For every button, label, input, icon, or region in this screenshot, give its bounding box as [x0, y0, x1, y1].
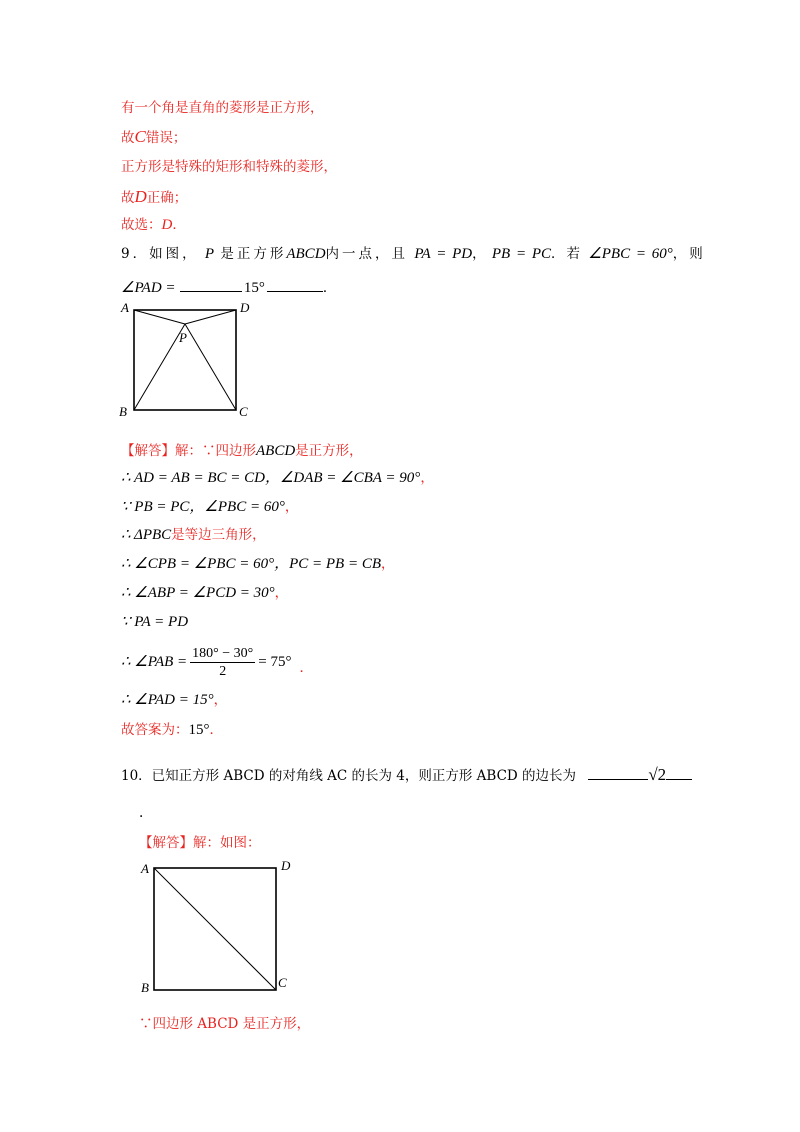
math-angle-pad: ∠PAD =	[121, 280, 176, 296]
solution-text: 解：∵四边形	[175, 443, 256, 459]
math-angle-pbc: ∠PBC = 60°	[588, 246, 673, 262]
solution-text: 是等边三角形，	[171, 527, 266, 543]
solution-10-header	[139, 834, 261, 852]
text-wrong: 错误；	[145, 130, 187, 146]
solution-9-line-4	[121, 526, 266, 544]
label-a: A	[121, 300, 129, 315]
math-result: = 75°	[258, 654, 292, 670]
text-line-d-correct	[121, 188, 187, 207]
answer-blank	[588, 765, 648, 780]
math-pb-pc: ∵ PB = PC	[121, 499, 190, 515]
question-9-number: 9．如图，	[121, 246, 199, 262]
answer-blank	[267, 277, 323, 292]
segment-pa	[134, 310, 185, 324]
solution-9-line-6	[121, 584, 288, 602]
math-angle-abp: ∴ ∠ABP = ∠PCD = 30°	[121, 585, 275, 601]
text-line-square-special: 正方形是特殊的矩形和特殊的菱形，	[121, 159, 337, 175]
question-9-text: ，则	[672, 246, 706, 262]
solution-tag: 【解答】	[139, 835, 193, 851]
solution-9-answer	[121, 721, 223, 739]
text-comma: ，	[420, 470, 434, 486]
fraction-denominator: 2	[219, 663, 227, 679]
solution-9-line-5	[121, 555, 395, 573]
math-angle-pbc: ，∠PBC = 60°	[189, 499, 285, 515]
square-abcd	[134, 310, 236, 410]
solution-9-line-3	[121, 498, 298, 516]
label-c: C	[239, 404, 248, 419]
label-b: B	[141, 980, 149, 995]
math-abcd: ABCD	[256, 443, 296, 459]
label-d: D	[281, 858, 291, 873]
text-period: ．	[299, 660, 313, 676]
math-pa-pd: ∵ PA = PD	[121, 614, 189, 630]
text-comma: ，	[274, 585, 289, 601]
text-comma: ，	[381, 556, 395, 572]
math-angle-pab: ∴ ∠PAB =	[121, 654, 188, 670]
math-pb-pc: PB = PC	[491, 246, 551, 262]
option-d: D	[161, 217, 173, 233]
text-line-rhombus: 有一个角是直角的菱形是正方形，	[121, 100, 324, 116]
question-10-text: 10．已知正方形 ABCD 的对角线 AC 的长为 4，则正方形 ABCD 的边长为	[121, 768, 577, 784]
question-9-line-2	[121, 277, 336, 297]
text-choose: 故选：	[121, 217, 162, 233]
option-c: C	[134, 127, 146, 146]
question-9-line-1	[121, 245, 706, 263]
text-gu: 故	[121, 130, 135, 146]
question-9-text: 是正方形	[220, 246, 287, 262]
fraction	[190, 645, 255, 680]
math-pa-pd: PA = PD	[414, 246, 473, 262]
math-triangle-pbc: ∴ ΔPBC	[121, 527, 172, 543]
solution-text: 解：如图：	[193, 835, 261, 851]
math-abcd: ABCD	[286, 246, 326, 262]
math-p: P	[204, 246, 215, 262]
answer-label: 故答案为：	[121, 722, 189, 738]
option-d: D	[134, 187, 147, 206]
figure-square-diagonal	[135, 856, 295, 996]
answer-value: √2	[648, 765, 667, 784]
math-right-angles: ，∠DAB = ∠CBA = 90°	[264, 470, 421, 486]
segment-pb	[134, 324, 185, 410]
text-period: ．	[209, 722, 223, 738]
label-p: P	[179, 330, 187, 345]
math-equal-sides: ∴ AD = AB = BC = CD	[121, 470, 265, 486]
label-c: C	[278, 975, 287, 990]
label-a: A	[141, 861, 149, 876]
text-period: ．	[322, 280, 337, 296]
question-9-text: 内一点，且	[325, 246, 409, 262]
answer-blank	[180, 277, 242, 292]
text-correct: 正确；	[146, 190, 188, 206]
text-period: ．	[172, 217, 186, 233]
fraction-numerator: 180° − 30°	[192, 645, 254, 661]
math-angle-pad: ∴ ∠PAD = 15°	[121, 692, 214, 708]
solution-9-line-1	[121, 442, 363, 460]
math-pc-pb-cb: ，PC = PB = CB	[274, 556, 381, 572]
answer-value: 15°	[188, 722, 210, 738]
question-10-line	[121, 765, 692, 785]
solution-10-line-1: ∵四边形 ABCD 是正方形，	[139, 1016, 311, 1032]
solution-9-line-2	[121, 469, 434, 487]
math-angle-cpb: ∴ ∠CPB = ∠PBC = 60°	[121, 556, 275, 572]
answer-blank	[666, 765, 692, 780]
solution-9-line-8	[121, 644, 313, 680]
solution-text: 是正方形，	[295, 443, 363, 459]
text-line-choose-d	[121, 216, 186, 234]
segment-pd	[185, 310, 236, 324]
solution-9-line-7	[121, 613, 188, 631]
text-comma: ，	[213, 692, 228, 708]
text-gu: 故	[121, 190, 135, 206]
figure-square-p	[115, 298, 260, 423]
diagonal-ac	[154, 868, 276, 990]
segment-pc	[185, 324, 236, 410]
text-comma: ，	[284, 499, 299, 515]
label-d: D	[240, 300, 250, 315]
label-b: B	[119, 404, 127, 419]
question-10-dot: .	[139, 805, 144, 821]
solution-9-line-9	[121, 691, 227, 709]
question-9-text: ．若	[551, 246, 582, 262]
text-comma: ，	[472, 246, 486, 262]
text-line-c-wrong	[121, 128, 186, 147]
solution-tag: 【解答】	[121, 443, 175, 459]
answer-value: 15°	[243, 280, 265, 296]
